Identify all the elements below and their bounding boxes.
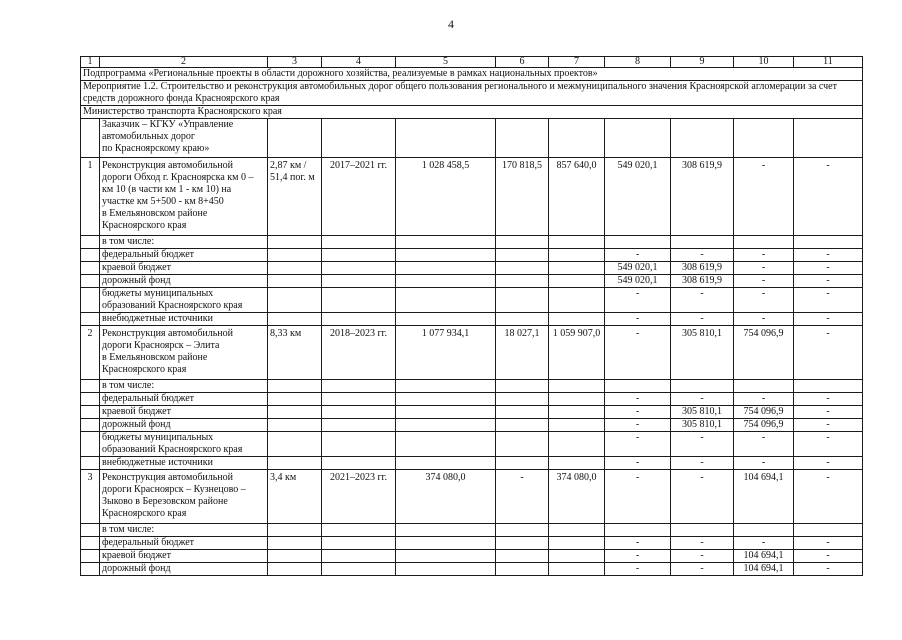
empty-cell: [396, 406, 496, 419]
subprogram-title: Подпрограмма «Региональные проекты в области дорожного хозяйства, реализуемые в рамках национальных проектов»: [81, 68, 863, 81]
project-value-col7: 1 059 907,0: [549, 326, 605, 380]
empty-cell: [496, 313, 549, 326]
empty-cell: [734, 119, 794, 158]
empty-cell: [396, 262, 496, 275]
breakdown-value-col9: 305 810,1: [671, 406, 734, 419]
breakdown-row: [81, 288, 863, 313]
breakdown-row: [81, 275, 863, 288]
breakdown-value-col8: -: [605, 432, 671, 457]
breakdown-value-col11: -: [794, 275, 863, 288]
project-value-col6: 18 027,1: [496, 326, 549, 380]
empty-cell: [268, 313, 322, 326]
project-period: 2017–2021 гг.: [322, 158, 396, 236]
table-body: [81, 57, 863, 576]
project-period: 2018–2023 гг.: [322, 326, 396, 380]
breakdown-value-col9: 308 619,9: [671, 275, 734, 288]
breakdown-value-col8: 549 020,1: [605, 275, 671, 288]
empty-cell: [322, 419, 396, 432]
empty-cell: [396, 393, 496, 406]
breakdown-label: федеральный бюджет: [100, 393, 268, 406]
empty-cell: [81, 393, 100, 406]
page-number: 4: [448, 17, 454, 31]
breakdown-value-col8: -: [605, 288, 671, 313]
breakdown-value-col11: -: [794, 393, 863, 406]
empty-cell: [549, 550, 605, 563]
breakdown-value-col9: -: [671, 288, 734, 313]
breakdown-row: [81, 262, 863, 275]
empty-cell: [549, 524, 605, 537]
breakdown-value-col11: -: [794, 262, 863, 275]
empty-cell: [322, 563, 396, 576]
empty-cell: [496, 249, 549, 262]
breakdown-value-col8: -: [605, 313, 671, 326]
empty-cell: [81, 262, 100, 275]
project-value-col10: 754 096,9: [734, 326, 794, 380]
breakdown-value-col8: 549 020,1: [605, 262, 671, 275]
project-value-col11: -: [794, 326, 863, 380]
breakdown-label: краевой бюджет: [100, 406, 268, 419]
empty-cell: [496, 262, 549, 275]
empty-cell: [322, 119, 396, 158]
column-number-2: 2: [100, 57, 268, 68]
breakdown-label: дорожный фонд: [100, 419, 268, 432]
empty-cell: [268, 419, 322, 432]
breakdown-label: дорожный фонд: [100, 275, 268, 288]
breakdown-value-col9: -: [671, 432, 734, 457]
breakdown-row: [81, 236, 863, 249]
empty-cell: [549, 406, 605, 419]
empty-cell: [496, 432, 549, 457]
customer-label: Заказчик – КГКУ «Управление автомобильных дорог по Красноярскому краю»: [100, 119, 268, 158]
project-value-col9: 305 810,1: [671, 326, 734, 380]
breakdown-value-col8: -: [605, 249, 671, 262]
column-number-11: 11: [794, 57, 863, 68]
breakdown-row: [81, 524, 863, 537]
empty-cell: [549, 393, 605, 406]
breakdown-row: [81, 406, 863, 419]
empty-cell: [496, 537, 549, 550]
empty-cell: [81, 432, 100, 457]
empty-cell: [734, 524, 794, 537]
ministry-row: [81, 106, 863, 119]
empty-cell: [396, 457, 496, 470]
empty-cell: [549, 419, 605, 432]
empty-cell: [496, 406, 549, 419]
empty-cell: [396, 380, 496, 393]
empty-cell: [322, 313, 396, 326]
empty-cell: [549, 457, 605, 470]
breakdown-label: федеральный бюджет: [100, 537, 268, 550]
empty-cell: [734, 380, 794, 393]
empty-cell: [549, 288, 605, 313]
project-value-col5: 374 080,0: [396, 470, 496, 524]
empty-cell: [549, 236, 605, 249]
breakdown-value-col9: -: [671, 550, 734, 563]
empty-cell: [496, 275, 549, 288]
empty-cell: [396, 288, 496, 313]
breakdown-value-col9: -: [671, 249, 734, 262]
empty-cell: [496, 119, 549, 158]
empty-cell: [81, 406, 100, 419]
project-value-col5: 1 077 934,1: [396, 326, 496, 380]
empty-cell: [322, 550, 396, 563]
breakdown-row: [81, 432, 863, 457]
column-number-4: 4: [322, 57, 396, 68]
breakdown-value-col10: -: [734, 393, 794, 406]
breakdown-value-col10: 104 694,1: [734, 563, 794, 576]
empty-cell: [81, 457, 100, 470]
project-value-col7: 857 640,0: [549, 158, 605, 236]
empty-cell: [396, 275, 496, 288]
project-row: [81, 158, 863, 236]
project-value-col6: 170 818,5: [496, 158, 549, 236]
project-number: 1: [81, 158, 100, 236]
breakdown-label: внебюджетные источники: [100, 457, 268, 470]
empty-cell: [268, 380, 322, 393]
project-length: 8,33 км: [268, 326, 322, 380]
measure-row: [81, 81, 863, 106]
breakdown-value-col8: -: [605, 537, 671, 550]
project-value-col11: -: [794, 470, 863, 524]
breakdown-label: в том числе:: [100, 236, 268, 249]
empty-cell: [734, 236, 794, 249]
breakdown-value-col8: -: [605, 419, 671, 432]
empty-cell: [268, 524, 322, 537]
empty-cell: [496, 550, 549, 563]
breakdown-value-col10: 754 096,9: [734, 406, 794, 419]
empty-cell: [496, 236, 549, 249]
breakdown-value-col9: -: [671, 457, 734, 470]
empty-cell: [549, 537, 605, 550]
empty-cell: [322, 457, 396, 470]
empty-cell: [396, 432, 496, 457]
breakdown-value-col8: -: [605, 406, 671, 419]
breakdown-value-col10: -: [734, 262, 794, 275]
breakdown-value-col11: -: [794, 249, 863, 262]
empty-cell: [81, 313, 100, 326]
breakdown-row: [81, 380, 863, 393]
empty-cell: [671, 236, 734, 249]
breakdown-value-col10: -: [734, 249, 794, 262]
column-number-7: 7: [549, 57, 605, 68]
breakdown-value-col10: 104 694,1: [734, 550, 794, 563]
empty-cell: [496, 563, 549, 576]
project-value-col10: -: [734, 158, 794, 236]
empty-cell: [268, 275, 322, 288]
empty-cell: [671, 380, 734, 393]
empty-cell: [268, 406, 322, 419]
breakdown-value-col11: -: [794, 432, 863, 457]
empty-cell: [322, 262, 396, 275]
empty-cell: [496, 380, 549, 393]
empty-cell: [794, 380, 863, 393]
breakdown-row: [81, 419, 863, 432]
empty-cell: [396, 524, 496, 537]
column-number-10: 10: [734, 57, 794, 68]
ministry-title: Министерство транспорта Красноярского края: [81, 106, 863, 119]
empty-cell: [496, 419, 549, 432]
empty-cell: [396, 236, 496, 249]
column-number-1: 1: [81, 57, 100, 68]
project-period: 2021–2023 гг.: [322, 470, 396, 524]
breakdown-label: краевой бюджет: [100, 550, 268, 563]
empty-cell: [81, 119, 100, 158]
empty-cell: [396, 313, 496, 326]
breakdown-label: дорожный фонд: [100, 563, 268, 576]
empty-cell: [549, 249, 605, 262]
breakdown-row: [81, 313, 863, 326]
breakdown-value-col11: -: [794, 419, 863, 432]
empty-cell: [396, 119, 496, 158]
empty-cell: [605, 380, 671, 393]
empty-cell: [81, 550, 100, 563]
empty-cell: [322, 288, 396, 313]
empty-cell: [496, 288, 549, 313]
project-name: Реконструкция автомобильной дороги Обход г. Красноярска км 0 – км 10 (в части км 1 - км 10) на участке км 5+500 - км 8+450 в Емельяновском районе Красноярского края: [100, 158, 268, 236]
breakdown-value-col11: -: [794, 406, 863, 419]
customer-row: [81, 119, 863, 158]
breakdown-value-col11: -: [794, 563, 863, 576]
empty-cell: [496, 524, 549, 537]
project-value-col5: 1 028 458,5: [396, 158, 496, 236]
empty-cell: [268, 537, 322, 550]
empty-cell: [322, 432, 396, 457]
breakdown-value-col8: -: [605, 393, 671, 406]
breakdown-value-col9: -: [671, 563, 734, 576]
breakdown-value-col10: 754 096,9: [734, 419, 794, 432]
empty-cell: [268, 236, 322, 249]
empty-cell: [396, 419, 496, 432]
column-number-5: 5: [396, 57, 496, 68]
project-value-col7: 374 080,0: [549, 470, 605, 524]
breakdown-row: [81, 563, 863, 576]
empty-cell: [81, 563, 100, 576]
empty-cell: [322, 236, 396, 249]
empty-cell: [322, 249, 396, 262]
empty-cell: [81, 380, 100, 393]
empty-cell: [81, 249, 100, 262]
empty-cell: [794, 236, 863, 249]
breakdown-label: бюджеты муниципальных образований Красноярского края: [100, 288, 268, 313]
empty-cell: [322, 524, 396, 537]
project-number: 3: [81, 470, 100, 524]
column-number-6: 6: [496, 57, 549, 68]
empty-cell: [81, 275, 100, 288]
empty-cell: [268, 262, 322, 275]
project-value-col8: 549 020,1: [605, 158, 671, 236]
breakdown-value-col10: -: [734, 313, 794, 326]
empty-cell: [322, 537, 396, 550]
empty-cell: [549, 119, 605, 158]
project-name: Реконструкция автомобильной дороги Красноярск – Кузнецово – Зыково в Березовском районе Красноярского края: [100, 470, 268, 524]
empty-cell: [671, 119, 734, 158]
empty-cell: [322, 393, 396, 406]
breakdown-value-col8: -: [605, 457, 671, 470]
breakdown-row: [81, 393, 863, 406]
project-value-col10: 104 694,1: [734, 470, 794, 524]
project-value-col8: -: [605, 326, 671, 380]
empty-cell: [268, 288, 322, 313]
breakdown-value-col11: -: [794, 550, 863, 563]
empty-cell: [268, 249, 322, 262]
empty-cell: [396, 537, 496, 550]
breakdown-value-col11: -: [794, 313, 863, 326]
empty-cell: [794, 524, 863, 537]
subprogram-row: [81, 68, 863, 81]
empty-cell: [81, 537, 100, 550]
project-row: [81, 470, 863, 524]
empty-cell: [268, 550, 322, 563]
project-value-col6: -: [496, 470, 549, 524]
breakdown-label: бюджеты муниципальных образований Красноярского края: [100, 432, 268, 457]
project-number: 2: [81, 326, 100, 380]
breakdown-value-col10: -: [734, 457, 794, 470]
empty-cell: [549, 563, 605, 576]
empty-cell: [81, 236, 100, 249]
breakdown-value-col11: -: [794, 457, 863, 470]
breakdown-row: [81, 550, 863, 563]
empty-cell: [496, 393, 549, 406]
breakdown-value-col9: -: [671, 313, 734, 326]
empty-cell: [671, 524, 734, 537]
empty-cell: [549, 432, 605, 457]
empty-cell: [268, 393, 322, 406]
breakdown-value-col10: -: [734, 537, 794, 550]
empty-cell: [605, 524, 671, 537]
empty-cell: [496, 457, 549, 470]
column-number-9: 9: [671, 57, 734, 68]
project-value-col11: -: [794, 158, 863, 236]
empty-cell: [396, 550, 496, 563]
breakdown-row: [81, 537, 863, 550]
column-number-3: 3: [268, 57, 322, 68]
empty-cell: [81, 419, 100, 432]
breakdown-label: в том числе:: [100, 380, 268, 393]
breakdown-value-col9: -: [671, 393, 734, 406]
breakdown-value-col11: -: [794, 537, 863, 550]
empty-cell: [605, 119, 671, 158]
project-value-col9: -: [671, 470, 734, 524]
project-length: 3,4 км: [268, 470, 322, 524]
empty-cell: [605, 236, 671, 249]
budget-table: [80, 56, 863, 576]
empty-cell: [268, 119, 322, 158]
measure-title: Мероприятие 1.2. Строительство и реконструкция автомобильных дорог общего пользования регионального и межмуниципального значения Красноярской агломерации за счет средств дорожного фонда Красноярского края: [81, 81, 863, 106]
breakdown-value-col10: -: [734, 432, 794, 457]
empty-cell: [396, 249, 496, 262]
project-row: [81, 326, 863, 380]
project-length: 2,87 км / 51,4 пог. м: [268, 158, 322, 236]
breakdown-label: федеральный бюджет: [100, 249, 268, 262]
breakdown-value-col11: -: [794, 288, 863, 313]
empty-cell: [549, 313, 605, 326]
empty-cell: [268, 563, 322, 576]
empty-cell: [322, 406, 396, 419]
empty-cell: [81, 524, 100, 537]
breakdown-row: [81, 457, 863, 470]
breakdown-value-col8: -: [605, 550, 671, 563]
breakdown-value-col10: -: [734, 288, 794, 313]
breakdown-row: [81, 249, 863, 262]
empty-cell: [549, 262, 605, 275]
empty-cell: [322, 275, 396, 288]
empty-cell: [322, 380, 396, 393]
breakdown-value-col9: 308 619,9: [671, 262, 734, 275]
empty-cell: [81, 288, 100, 313]
project-value-col9: 308 619,9: [671, 158, 734, 236]
empty-cell: [268, 457, 322, 470]
empty-cell: [268, 432, 322, 457]
empty-cell: [396, 563, 496, 576]
column-number-row: [81, 57, 863, 68]
breakdown-value-col9: -: [671, 537, 734, 550]
breakdown-value-col8: -: [605, 563, 671, 576]
project-value-col8: -: [605, 470, 671, 524]
breakdown-value-col9: 305 810,1: [671, 419, 734, 432]
empty-cell: [794, 119, 863, 158]
breakdown-label: в том числе:: [100, 524, 268, 537]
empty-cell: [549, 275, 605, 288]
breakdown-label: краевой бюджет: [100, 262, 268, 275]
breakdown-label: внебюджетные источники: [100, 313, 268, 326]
breakdown-value-col10: -: [734, 275, 794, 288]
project-name: Реконструкция автомобильной дороги Красноярск – Элита в Емельяновском районе Красноярского края: [100, 326, 268, 380]
empty-cell: [549, 380, 605, 393]
column-number-8: 8: [605, 57, 671, 68]
